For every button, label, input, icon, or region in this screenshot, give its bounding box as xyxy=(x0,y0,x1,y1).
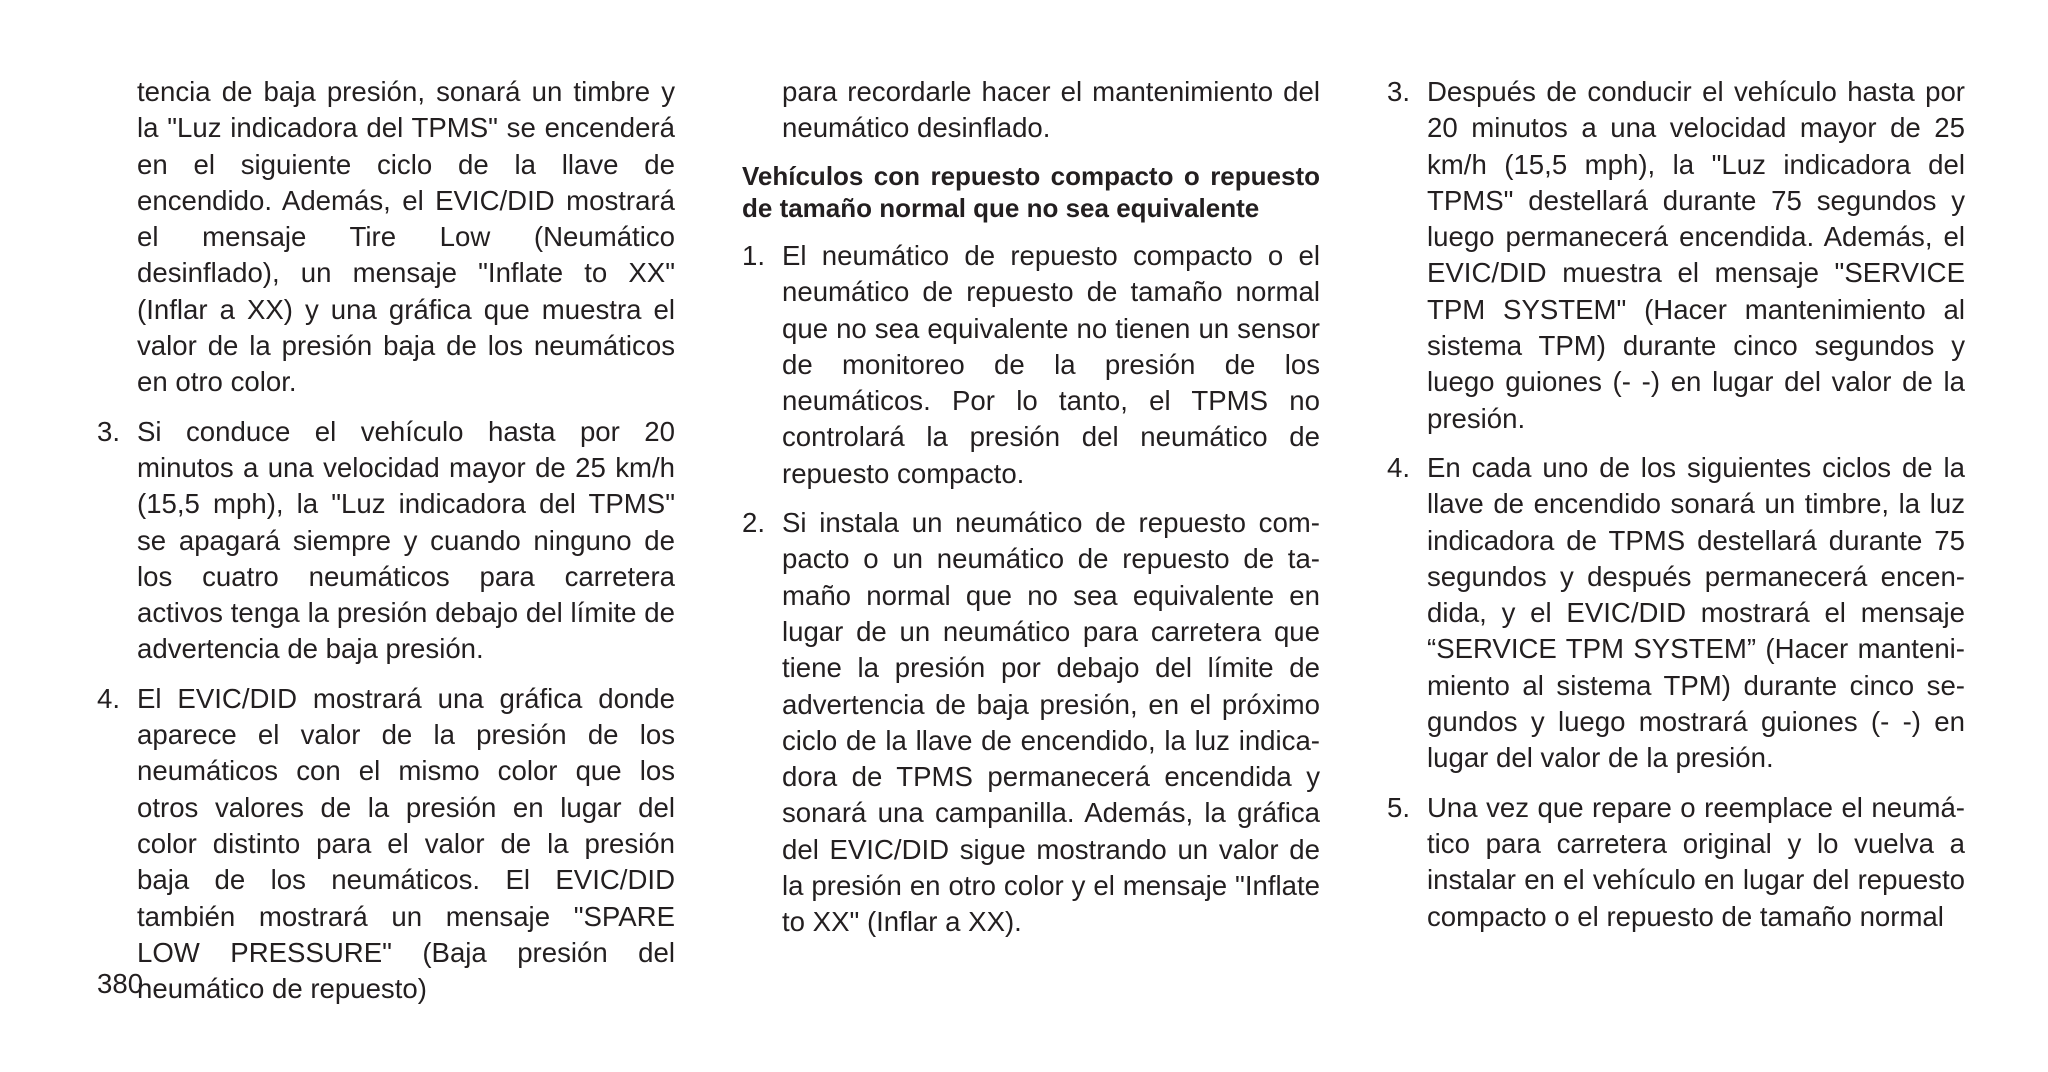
column-middle xyxy=(742,74,1320,941)
list-item-number: 3. xyxy=(1387,76,1411,107)
list-item-text: Si instala un neumático de repuesto compacto o un neumático de repuesto de tamaño normal que no sea equivalente en lugar de un neumático para carretera que tiene la presión por debajo del límite de advertencia de baja presión, en el próximo ciclo de la llave de encendido, la luz indicadora de TPMS permanecerá encendida y sonará una campanilla. Además, la gráfica del EVIC/DID sigue mostrando un valor de la presión en otro color y el mensaje "Inflate to XX" (Inflar a XX). xyxy=(782,507,1320,938)
list-item-number: 4. xyxy=(97,682,121,714)
list-item-number: 1. xyxy=(742,240,766,271)
continued-paragraph: tencia de baja presión, sonará un timbre y la "Luz indicadora del TPMS" se encenderá en el siguiente ciclo de la llave de encendido. Además, el EVIC/DID mostrará el mensaje Tire Low (Neumático desinflado), un mensaje "Inflate to XX" (Inflar a XX) y una gráfica que muestra el valor de la presión baja de los neumáticos en otro color. xyxy=(137,76,675,398)
list-item-3 xyxy=(97,414,675,668)
list-item-text: Una vez que repare o reemplace el neumático para carretera original y lo vuelva a instalar en el vehículo en lugar del repuesto compacto o el repuesto de tamaño normal xyxy=(1427,791,1965,932)
list-item-text: Después de conducir el vehículo hasta por 20 minutos a una velocidad mayor de 25 km/h (15,5 mph), la "Luz indicadora del TPMS" destellará durante 75 segundos y luego permanecerá encendida. Además, el EVIC/DID muestra el mensaje "SERVICE TPM SYSTEM" (Hacer mantenimiento al sistema TPM) durante cinco segundos y luego guiones (- -) en lugar del valor de la presión. xyxy=(1427,76,1965,434)
list-item-text: En cada uno de los siguientes ciclos de la llave de encendido sonará un timbre, la luz indicadora de TPMS destellará durante 75 segundos y después permanecerá encendida, y el EVIC/DID mostrará el mensaje “SERVICE TPM SYSTEM” (Hacer mantenimiento al sistema TPM) durante cinco segundos y luego mostrará guiones (- -) en lugar del valor de la presión. xyxy=(1427,451,1965,774)
list-item-5 xyxy=(1387,790,1965,935)
list-item-4 xyxy=(1387,450,1965,777)
list-item-3 xyxy=(1387,74,1965,437)
list-item-2 xyxy=(742,505,1320,941)
list-item-text: Si conduce el vehículo hasta por 20 minutos a una velocidad mayor de 25 km/h (15,5 mph), la "Luz indicadora del TPMS" se apagará siempre y cuando ninguno de los cuatro neumáticos para carretera activos tenga la presión debajo del límite de advertencia de baja presión. xyxy=(137,415,675,665)
list-item-number: 3. xyxy=(97,415,121,447)
section-heading: Vehículos con repuesto compacto o repuesto de tamaño normal que no sea equivalente xyxy=(742,160,1320,224)
list-item-text: El neumático de repuesto compacto o el neumático de repuesto de tamaño normal que no sea equivalente no tienen un sensor de monitoreo de la presión de los neumáticos. Por lo tanto, el TPMS no controlará la presión del neumático de repuesto compacto. xyxy=(782,240,1320,489)
column-left xyxy=(97,74,675,1007)
list-item-number: 2. xyxy=(742,507,766,539)
continued-paragraph: para recordarle hacer el mantenimiento del neumático desinflado. xyxy=(782,76,1320,144)
page-number: 380 xyxy=(97,968,144,999)
list-item-number: 5. xyxy=(1387,791,1411,823)
column-right xyxy=(1387,74,1965,935)
list-item-text: El EVIC/DID mostrará una gráfica donde aparece el valor de la presión de los neumáticos con el mismo color que los otros valores de la presión en lugar del color distinto para el valor de la presión baja de los neumáticos. El EVIC/DID también mostrará un mensaje "SPARE LOW PRESSURE" (Baja presión del neumático de repuesto) xyxy=(137,682,675,1005)
list-item-1 xyxy=(742,238,1320,492)
list-item-4 xyxy=(97,681,675,1008)
list-item-number: 4. xyxy=(1387,451,1411,483)
